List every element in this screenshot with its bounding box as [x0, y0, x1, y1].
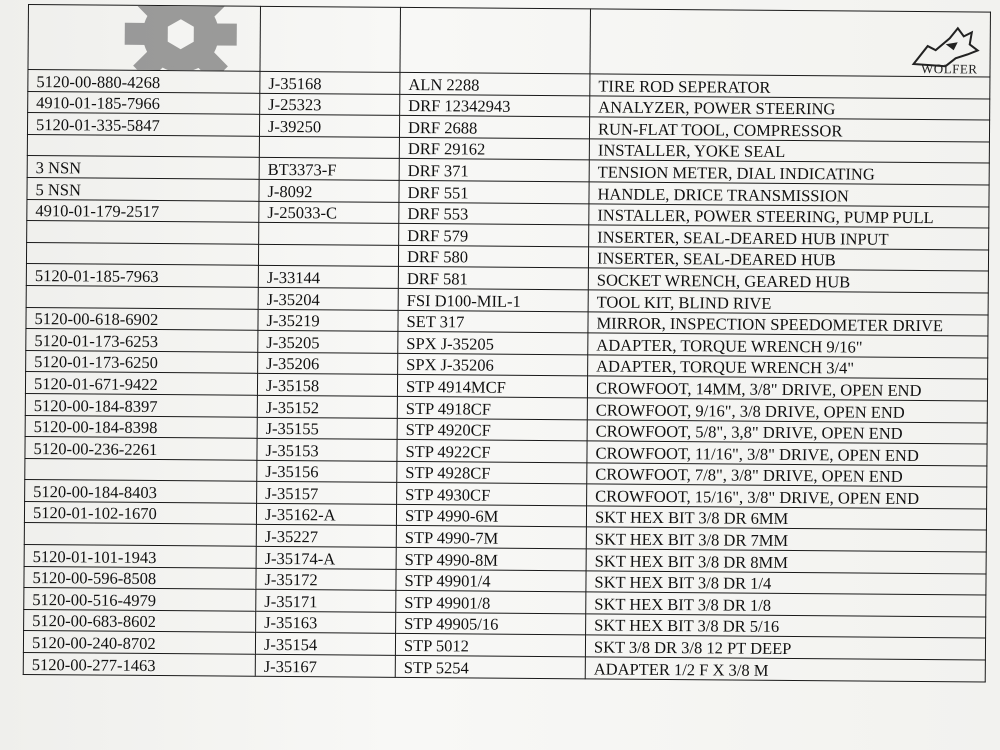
part-number-cell: DRF 551	[399, 180, 589, 203]
nsn-cell: 5120-00-240-8702	[23, 631, 255, 654]
description-cell: SKT HEX BIT 3/8 DR 8MM	[586, 549, 986, 574]
reference-cell: J-35204	[258, 287, 398, 310]
nsn-cell	[24, 523, 256, 546]
description-cell: SKT 3/8 DR 3/8 12 PT DEEP	[585, 635, 985, 660]
description-cell: SKT HEX BIT 3/8 DR 7MM	[586, 527, 986, 552]
nsn-cell	[27, 134, 259, 157]
nsn-cell: 5120-00-618-6902	[26, 307, 258, 330]
reference-cell: J-39250	[259, 115, 399, 138]
part-number-cell: STP 49905/16	[396, 612, 586, 635]
part-number-cell: DRF 371	[399, 159, 589, 182]
nsn-cell: 5120-00-516-4979	[24, 588, 256, 611]
description-cell: ADAPTER 1/2 F X 3/8 M	[585, 657, 985, 682]
description-cell: TIRE ROD SEPERATOR	[590, 74, 990, 99]
reference-cell: J-35171	[256, 590, 396, 613]
part-number-cell: STP 5254	[395, 655, 585, 678]
description-cell: CROWFOOT, 5/8", 3,8" DRIVE, OPEN END	[587, 419, 987, 444]
description-cell: INSERTER, SEAL-DEARED HUB	[588, 247, 988, 272]
nsn-cell: 5120-01-335-5847	[27, 113, 259, 136]
nsn-cell: 5120-00-596-8508	[24, 566, 256, 589]
description-cell: CROWFOOT, 7/8", 3/8" DRIVE, OPEN END	[587, 463, 987, 488]
part-number-cell: STP 49901/8	[396, 591, 586, 614]
nsn-cell: 4910-01-179-2517	[27, 199, 259, 222]
nsn-cell: 5120-00-277-1463	[23, 653, 255, 676]
description-cell: SKT HEX BIT 3/8 DR 1/8	[586, 592, 986, 617]
description-cell: CROWFOOT, 9/16", 3/8 DRIVE, OPEN END	[587, 398, 987, 423]
header-cell-desc	[590, 9, 990, 77]
gear-icon	[120, 5, 241, 72]
table-header-row	[28, 5, 990, 78]
reference-cell: J-25033-C	[259, 201, 399, 224]
part-number-cell: DRF 2688	[399, 116, 589, 139]
nsn-cell: 5 NSN	[27, 177, 259, 200]
reference-cell: J-35167	[255, 654, 395, 677]
part-number-cell: STP 4990-7M	[396, 526, 586, 549]
nsn-cell	[26, 285, 258, 308]
nsn-cell: 5120-00-184-8397	[25, 393, 257, 416]
reference-cell: J-35162-A	[256, 503, 396, 526]
nsn-cell: 3 NSN	[27, 156, 259, 179]
reference-cell: J-35168	[260, 71, 400, 94]
reference-cell: J-35158	[257, 374, 397, 397]
reference-cell	[259, 136, 399, 159]
reference-cell: J-35174-A	[256, 546, 396, 569]
part-number-cell: DRF 580	[398, 245, 588, 268]
nsn-cell: 5120-00-236-2261	[25, 437, 257, 460]
description-cell: TOOL KIT, BLIND RIVE	[588, 290, 988, 315]
nsn-cell: 5120-01-173-6250	[26, 350, 258, 373]
nsn-cell: 4910-01-185-7966	[28, 91, 260, 114]
reference-cell: J-8092	[259, 179, 399, 202]
description-cell: SKT HEX BIT 3/8 DR 1/4	[586, 571, 986, 596]
description-cell: ADAPTER, TORQUE WRENCH 3/4"	[588, 355, 988, 380]
reference-cell: J-35205	[258, 330, 398, 353]
part-number-cell: STP 4990-6M	[396, 504, 586, 527]
reference-cell: J-35227	[256, 525, 396, 548]
nsn-cell: 5120-00-880-4268	[28, 70, 260, 93]
nsn-cell: 5120-01-671-9422	[25, 372, 257, 395]
reference-cell: J-25323	[260, 93, 400, 116]
reference-cell: J-35155	[257, 417, 397, 440]
description-cell: ADAPTER, TORQUE WRENCH 9/16"	[588, 333, 988, 358]
part-number-cell: STP 49901/4	[396, 569, 586, 592]
description-cell: MIRROR, INSPECTION SPEEDOMETER DRIVE	[588, 311, 988, 336]
description-cell: INSERTER, SEAL-DEARED HUB INPUT	[589, 225, 989, 250]
reference-cell: J-35152	[257, 395, 397, 418]
part-number-cell: DRF 12342943	[400, 94, 590, 117]
reference-cell: J-35157	[257, 482, 397, 505]
description-cell: INSTALLER, YOKE SEAL	[589, 139, 989, 164]
description-cell: SOCKET WRENCH, GEARED HUB	[588, 268, 988, 293]
description-cell: HANDLE, DRICE TRANSMISSION	[589, 182, 989, 207]
part-number-cell: SET 317	[398, 310, 588, 333]
part-number-cell: STP 4990-8M	[396, 547, 586, 570]
nsn-cell: 5120-00-683-8602	[24, 609, 256, 632]
description-cell: RUN-FLAT TOOL, COMPRESSOR	[589, 117, 989, 142]
nsn-cell	[26, 242, 258, 265]
parts-table	[23, 4, 991, 682]
reference-cell: J-35153	[257, 438, 397, 461]
reference-cell	[258, 244, 398, 267]
nsn-cell	[27, 221, 259, 244]
nsn-cell: 5120-00-184-8403	[25, 480, 257, 503]
part-number-cell: DRF 579	[399, 224, 589, 247]
nsn-cell: 5120-01-102-1670	[24, 501, 256, 524]
part-number-cell: DRF 581	[398, 267, 588, 290]
parts-table-body	[23, 5, 990, 682]
header-cell-part	[400, 7, 591, 73]
part-number-cell: FSI D100-MIL-1	[398, 288, 588, 311]
part-number-cell: SPX J-35206	[398, 353, 588, 376]
description-cell: SKT HEX BIT 3/8 DR 5/16	[586, 614, 986, 639]
reference-cell: J-35156	[257, 460, 397, 483]
part-number-cell: STP 5012	[395, 634, 585, 657]
nsn-cell	[25, 458, 257, 481]
reference-cell: J-35206	[258, 352, 398, 375]
description-cell: CROWFOOT, 11/16", 3/8" DRIVE, OPEN END	[587, 441, 987, 466]
part-number-cell: STP 4914MCF	[397, 375, 587, 398]
nsn-cell: 5120-01-173-6253	[26, 329, 258, 352]
part-number-cell: STP 4930CF	[397, 483, 587, 506]
header-cell-nsn	[28, 5, 261, 72]
reference-cell: J-35154	[255, 633, 395, 656]
part-number-cell: ALN 2288	[400, 72, 590, 95]
reference-cell: J-35163	[256, 611, 396, 634]
reference-cell: J-33144	[258, 266, 398, 289]
description-cell: INSTALLER, POWER STEERING, PUMP PULL	[589, 203, 989, 228]
part-number-cell: STP 4918CF	[397, 396, 587, 419]
nsn-cell: 5120-00-184-8398	[25, 415, 257, 438]
reference-cell: J-35172	[256, 568, 396, 591]
part-number-cell: DRF 553	[399, 202, 589, 225]
wolfer-logo-text: WOLFER	[921, 61, 978, 77]
header-cell-ref	[260, 6, 401, 72]
description-cell: CROWFOOT, 14MM, 3/8" DRIVE, OPEN END	[587, 376, 987, 401]
part-number-cell: SPX J-35205	[398, 332, 588, 355]
reference-cell	[259, 222, 399, 245]
description-cell: TENSION METER, DIAL INDICATING	[589, 160, 989, 185]
nsn-cell: 5120-01-185-7963	[26, 264, 258, 287]
part-number-cell: STP 4920CF	[397, 418, 587, 441]
nsn-cell: 5120-01-101-1943	[24, 545, 256, 568]
part-number-cell: STP 4928CF	[397, 461, 587, 484]
part-number-cell: STP 4922CF	[397, 440, 587, 463]
reference-cell: J-35219	[258, 309, 398, 332]
description-cell: SKT HEX BIT 3/8 DR 6MM	[586, 506, 986, 531]
description-cell: CROWFOOT, 15/16", 3/8" DRIVE, OPEN END	[587, 484, 987, 509]
description-cell: ANALYZER, POWER STEERING	[590, 96, 990, 121]
reference-cell: BT3373-F	[259, 158, 399, 181]
part-number-cell: DRF 29162	[399, 137, 589, 160]
